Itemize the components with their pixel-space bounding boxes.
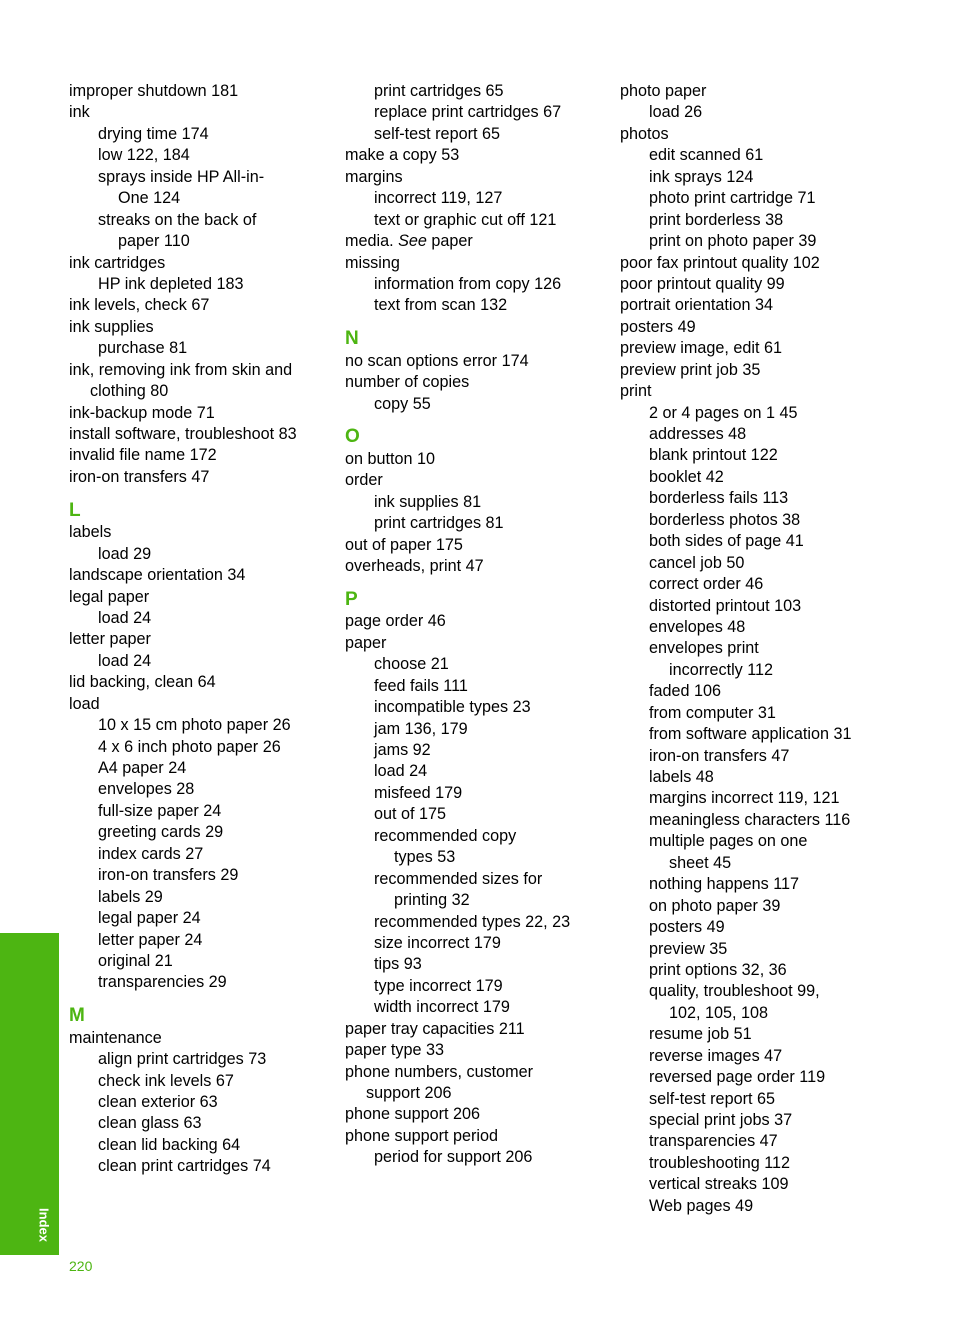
index-entry: recommended sizes for	[374, 869, 543, 888]
index-entry: legal paper	[69, 587, 150, 606]
index-entry: legal paper 24	[98, 909, 201, 928]
index-entry: text or graphic cut off 121	[374, 210, 557, 229]
index-entry: misfeed 179	[374, 783, 463, 802]
index-entry: multiple pages on one	[649, 832, 808, 851]
index-entry: types 53	[394, 848, 456, 867]
index-entry: envelopes print	[649, 639, 759, 658]
index-entry: vertical streaks 109	[649, 1175, 789, 1194]
index-entry: One 124	[118, 189, 181, 208]
index-entry: jam 136, 179	[374, 719, 468, 738]
index-entry: print	[620, 382, 652, 401]
index-entry: portrait orientation 34	[620, 296, 773, 315]
index-entry: transparencies 47	[649, 1132, 778, 1151]
index-entry: from computer 31	[649, 703, 776, 722]
index-entry: load	[69, 694, 100, 713]
index-entry: distorted printout 103	[649, 596, 802, 615]
index-entry: blank printout 122	[649, 446, 778, 465]
index-entry: period for support 206	[374, 1148, 533, 1167]
index-entry: lid backing, clean 64	[69, 673, 216, 692]
index-entry: ink levels, check 67	[69, 296, 210, 315]
index-entry: ink supplies 81	[374, 492, 482, 511]
index-entry: size incorrect 179	[374, 933, 501, 952]
index-entry: letter paper 24	[98, 930, 203, 949]
index-entry: improper shutdown 181	[69, 82, 239, 100]
index-letter-heading: P	[345, 588, 358, 610]
index-entry: labels 29	[98, 887, 163, 906]
index-entry: self-test report 65	[374, 124, 500, 143]
index-entry: clean exterior 63	[98, 1093, 218, 1112]
index-entry: media. See paper	[345, 232, 473, 251]
index-entry: incorrectly 112	[669, 660, 774, 679]
index-entry: incompatible types 23	[374, 698, 531, 717]
index-entry: quality, troubleshoot 99,	[649, 982, 820, 1001]
index-entry: recommended copy	[374, 826, 517, 845]
index-entry: load 24	[98, 608, 152, 627]
side-tab-label: Index	[36, 1208, 52, 1242]
index-entry: install software, troubleshoot 83	[69, 425, 297, 443]
index-entry: out of paper 175	[345, 535, 463, 554]
index-letter-heading: O	[345, 426, 360, 448]
index-entry: copy 55	[374, 394, 431, 413]
index-entry: ink-backup mode 71	[69, 403, 215, 422]
index-entry: on photo paper 39	[649, 896, 781, 915]
index-entry: phone support 206	[345, 1105, 481, 1124]
index-entry: A4 paper 24	[98, 759, 187, 778]
index-entry: load 24	[98, 651, 152, 670]
index-entry: borderless photos 38	[649, 510, 801, 529]
index-entry: clothing 80	[90, 382, 169, 401]
index-entry: 102, 105, 108	[669, 1003, 769, 1022]
index-entry: preview print job 35	[620, 360, 761, 379]
index-entry: low 122, 184	[98, 146, 190, 165]
page-number: 220	[69, 1258, 93, 1274]
index-column-3	[620, 81, 890, 1217]
index-entry: check ink levels 67	[98, 1071, 234, 1090]
index-entry: choose 21	[374, 655, 449, 674]
index-entry: number of copies	[345, 373, 470, 392]
index-entry: information from copy 126	[374, 274, 562, 293]
index-entry: posters 49	[620, 317, 696, 336]
index-entry: print cartridges 81	[374, 514, 504, 533]
index-entry: labels	[69, 523, 112, 542]
index-entry: ink sprays 124	[649, 167, 754, 186]
index-entry: photo print cartridge 71	[649, 189, 816, 208]
index-entry: preview image, edit 61	[620, 339, 782, 358]
index-letter-heading: N	[345, 328, 359, 350]
index-entry: photo paper	[620, 82, 707, 100]
index-entry: streaks on the back of	[98, 210, 257, 229]
index-entry: out of 175	[374, 805, 447, 824]
index-entry: print options 32, 36	[649, 960, 787, 979]
index-entry: ink, removing ink from skin and	[69, 360, 293, 379]
index-entry: ink	[69, 103, 90, 122]
index-entry: text from scan 132	[374, 296, 508, 315]
index-entry: borderless fails 113	[649, 489, 789, 508]
index-entry: align print cartridges 73	[98, 1050, 267, 1069]
index-entry: page order 46	[345, 612, 446, 631]
index-entry: printing 32	[394, 891, 470, 910]
index-entry: correct order 46	[649, 575, 764, 594]
index-entry: tips 93	[374, 955, 422, 974]
index-entry: poor fax printout quality 102	[620, 253, 820, 272]
index-entry: margins	[345, 167, 403, 186]
index-entry: missing	[345, 253, 400, 272]
index-entry: 2 or 4 pages on 1 45	[649, 403, 798, 422]
index-entry: both sides of page 41	[649, 532, 804, 551]
index-entry: original 21	[98, 951, 173, 970]
index-letter-heading: L	[69, 499, 81, 521]
index-entry: clean lid backing 64	[98, 1135, 241, 1154]
index-entry: envelopes 28	[98, 780, 195, 799]
index-entry: labels 48	[649, 768, 714, 786]
index-entry: clean print cartridges 74	[98, 1157, 271, 1176]
index-entry: overheads, print 47	[345, 557, 484, 576]
index-column-1	[69, 81, 339, 1178]
index-entry: iron-on transfers 47	[69, 467, 210, 486]
index-entry: paper	[345, 633, 387, 652]
index-entry: support 206	[366, 1084, 452, 1103]
index-letter-heading: M	[69, 1005, 85, 1027]
index-entry: addresses 48	[649, 425, 747, 443]
index-entry: recommended types 22, 23	[374, 912, 571, 931]
index-entry: booklet 42	[649, 467, 724, 486]
index-entry: transparencies 29	[98, 973, 227, 992]
index-entry: sprays inside HP All-in-	[98, 167, 265, 186]
index-entry: order	[345, 471, 383, 490]
index-entry: jams 92	[374, 741, 431, 760]
index-entry: poor printout quality 99	[620, 274, 785, 293]
index-entry: margins incorrect 119, 121	[649, 789, 840, 808]
index-entry: load 24	[374, 762, 428, 781]
index-entry: edit scanned 61	[649, 146, 764, 165]
index-entry: faded 106	[649, 682, 722, 701]
index-entry: iron-on transfers 29	[98, 866, 239, 885]
index-entry: nothing happens 117	[649, 875, 800, 894]
index-entry: on button 10	[345, 449, 436, 468]
index-entry: letter paper	[69, 630, 151, 649]
index-entry: HP ink depleted 183	[98, 274, 244, 293]
index-entry: incorrect 119, 127	[374, 189, 503, 208]
index-entry: greeting cards 29	[98, 823, 224, 842]
index-entry: iron-on transfers 47	[649, 746, 790, 765]
index-side-tab	[0, 933, 59, 1255]
index-entry: paper type 33	[345, 1041, 444, 1060]
index-entry: envelopes 48	[649, 617, 746, 636]
index-entry: type incorrect 179	[374, 976, 503, 995]
index-entry: replace print cartridges 67	[374, 103, 562, 122]
index-entry: print cartridges 65	[374, 82, 504, 100]
index-entry: Web pages 49	[649, 1196, 754, 1215]
index-entry: width incorrect 179	[374, 998, 510, 1017]
index-entry: drying time 174	[98, 124, 209, 143]
index-entry: paper tray capacities 211	[345, 1019, 525, 1038]
index-entry: landscape orientation 34	[69, 566, 246, 585]
index-entry: cancel job 50	[649, 553, 745, 572]
index-entry: clean glass 63	[98, 1114, 202, 1133]
index-entry: phone support period	[345, 1126, 498, 1145]
index-entry: reverse images 47	[649, 1046, 783, 1065]
index-entry: troubleshooting 112	[649, 1153, 790, 1172]
index-entry: print borderless 38	[649, 210, 784, 229]
index-entry: 10 x 15 cm photo paper 26	[98, 716, 291, 735]
index-entry: special print jobs 37	[649, 1111, 793, 1129]
index-entry: phone numbers, customer	[345, 1062, 534, 1081]
index-entry: 4 x 6 inch photo paper 26	[98, 737, 281, 756]
index-entry: full-size paper 24	[98, 801, 222, 820]
index-entry: self-test report 65	[649, 1089, 775, 1108]
index-entry: feed fails 111	[374, 676, 468, 695]
index-entry: load 26	[649, 103, 703, 122]
index-column-2	[345, 81, 615, 1169]
index-entry: print on photo paper 39	[649, 232, 817, 251]
index-entry: photos	[620, 124, 669, 143]
index-entry: purchase 81	[98, 339, 188, 358]
index-entry: invalid file name 172	[69, 446, 217, 465]
index-entry: make a copy 53	[345, 146, 460, 165]
index-entry: sheet 45	[669, 853, 732, 872]
index-entry: paper 110	[118, 232, 190, 251]
index-entry: from software application 31	[649, 725, 852, 744]
index-entry: load 29	[98, 544, 152, 563]
index-entry: ink cartridges	[69, 253, 166, 272]
index-entry: resume job 51	[649, 1025, 752, 1044]
index-entry: no scan options error 174	[345, 351, 529, 370]
index-entry: maintenance	[69, 1028, 162, 1047]
index-entry: meaningless characters 116	[649, 810, 851, 829]
index-entry: posters 49	[649, 918, 725, 937]
index-entry: ink supplies	[69, 317, 154, 336]
index-entry: reversed page order 119	[649, 1068, 826, 1087]
index-entry: preview 35	[649, 939, 728, 958]
index-entry: index cards 27	[98, 844, 204, 863]
